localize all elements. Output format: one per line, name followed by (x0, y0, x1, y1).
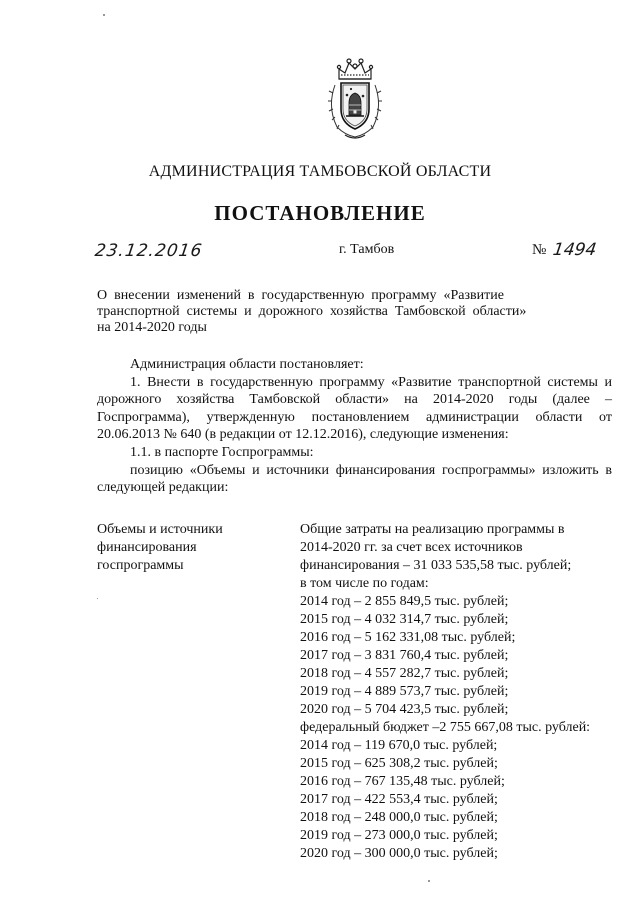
table-value-line: 2017 год – 422 553,4 тыс. рублей; (300, 792, 498, 807)
passport-table-values (300, 521, 625, 863)
decree-body (97, 356, 612, 497)
organization-name: АДМИНИСТРАЦИЯ ТАМБОВСКОЙ ОБЛАСТИ (148, 163, 492, 180)
table-value-line: 2016 год – 767 135,48 тыс. рублей; (300, 774, 505, 789)
table-value-line: в том числе по годам: (300, 576, 429, 591)
table-value-line: 2014 год – 2 855 849,5 тыс. рублей; (300, 594, 509, 609)
tambov-region-coat-of-arms-icon (325, 55, 385, 141)
table-label-line: Объемы и источники (97, 522, 223, 537)
table-value-line: 2019 год – 273 000,0 тыс. рублей; (300, 828, 498, 843)
table-value-line: 2020 год – 5 704 423,5 тыс. рублей; (300, 702, 509, 717)
table-value-line: 2018 год – 248 000,0 тыс. рублей; (300, 810, 498, 825)
passport-table-label (97, 521, 292, 575)
handwritten-date: 23.12.2016 (93, 241, 204, 261)
table-value-line: 2014-2020 гг. за счет всех источников (300, 540, 523, 555)
table-label-line: госпрограммы (97, 558, 184, 573)
table-value-line: 2015 год – 625 308,2 тыс. рублей; (300, 756, 498, 771)
handwritten-document-number: 1494 (551, 240, 598, 260)
document-subject (97, 288, 612, 336)
subject-line: О внесении изменений в государственную программу «Развитие (97, 288, 504, 303)
table-value-line: 2016 год – 5 162 331,08 тыс. рублей; (300, 630, 516, 645)
table-value-line: 2019 год – 4 889 573,7 тыс. рублей; (300, 684, 509, 699)
number-sign: № (532, 242, 547, 258)
subject-line: на 2014-2020 годы (97, 320, 207, 335)
paragraph-position: позицию «Объемы и источники финансирования госпрограммы» изложить в следующей редакции: (97, 462, 612, 496)
table-value-line: 2014 год – 119 670,0 тыс. рублей; (300, 738, 498, 753)
table-value-line: 2017 год – 3 831 760,4 тыс. рублей; (300, 648, 509, 663)
paragraph-item-1-1: 1.1. в паспорте Госпрограммы: (130, 444, 314, 460)
table-value-line: 2020 год – 300 000,0 тыс. рублей; (300, 846, 498, 861)
paragraph-item-1: 1. Внести в государственную программу «Развитие транспортной системы и дорожного хозяйства Тамбовской области» на 2014-2020 годы (далее – Госпрограмма), утвержденную постановлением администрации области от 20.06.2013 № 640 (в редакции от 12.12.2016), следующие изменения: (97, 374, 612, 443)
table-value-line: 2018 год – 4 557 282,7 тыс. рублей; (300, 666, 509, 681)
table-value-line: финансирования – 31 033 535,58 тыс. рублей; (300, 558, 572, 573)
preamble: Администрация области постановляет: (130, 357, 364, 372)
table-label-line: финансирования (97, 540, 197, 555)
city-label: г. Тамбов (339, 242, 395, 257)
scan-speck (103, 14, 105, 16)
scan-speck (97, 598, 98, 599)
table-value-line: федеральный бюджет –2 755 667,08 тыс. рублей: (300, 720, 591, 735)
subject-line: транспортной системы и дорожного хозяйства Тамбовской области» (97, 304, 527, 319)
table-value-line: Общие затраты на реализацию программы в (300, 522, 565, 537)
document-type-title: ПОСТАНОВЛЕНИЕ (214, 201, 426, 225)
scan-speck (428, 880, 430, 882)
table-value-line: 2015 год – 4 032 314,7 тыс. рублей; (300, 612, 509, 627)
